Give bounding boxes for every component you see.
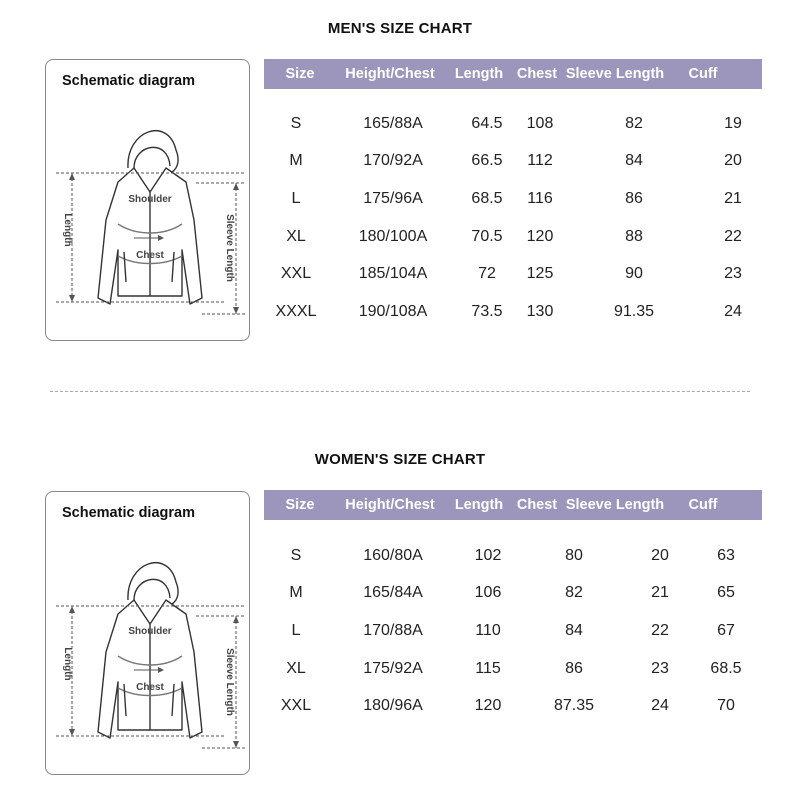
men-table-cell: 175/96A (363, 189, 423, 207)
men-table-cell: 91.35 (613, 302, 655, 320)
men-table-cell: 84 (625, 152, 643, 170)
women-table-cell: 86 (565, 659, 583, 677)
women-header-cell: Sleeve Length (565, 497, 665, 513)
women-sleeve-length-label: Sleeve Length (224, 648, 235, 716)
men-table-cell: 73.5 (471, 302, 503, 320)
men-table-cell: 108 (526, 114, 554, 132)
men-chest-label: Chest (136, 250, 164, 261)
women-table-cell: 87.35 (553, 697, 595, 715)
women-table-cell: 80 (565, 546, 583, 564)
women-header-cell: Height/Chest (345, 497, 435, 513)
table-row (264, 105, 762, 143)
men-table-cell: 66.5 (471, 152, 503, 170)
women-table-cell: 68.5 (710, 659, 742, 677)
men-table-cell: S (290, 114, 302, 132)
women-size-table (264, 490, 762, 725)
men-table-cell: 116 (527, 189, 553, 207)
men-header-cell: Height/Chest (345, 66, 435, 82)
men-table-cell: 82 (625, 114, 643, 132)
table-row (264, 293, 762, 331)
women-table-cell: 82 (565, 584, 583, 602)
men-table-cell: XL (286, 227, 306, 245)
men-table-cell: 72 (478, 265, 496, 283)
women-schematic-diagram (45, 491, 250, 775)
table-row (264, 612, 762, 650)
women-length-label: Length (62, 647, 73, 681)
men-table-cell: 19 (724, 114, 742, 132)
men-table-cell: 170/92A (363, 152, 423, 170)
men-size-table (264, 59, 762, 331)
women-chest-label: Chest (136, 682, 164, 693)
women-table-cell: 160/80A (363, 546, 423, 564)
women-header-cell: Cuff (688, 497, 718, 513)
men-table-cell: 180/100A (358, 227, 428, 245)
women-table-header (264, 490, 762, 520)
table-row (264, 537, 762, 575)
men-table-cell: 22 (724, 227, 742, 245)
women-header-cell: Size (285, 497, 315, 513)
men-table-cell: XXXL (275, 302, 317, 320)
men-table-cell: 20 (724, 152, 742, 170)
women-table-cell: 180/96A (363, 697, 423, 715)
women-table-cell: 84 (565, 621, 583, 639)
women-table-cell: 120 (474, 697, 502, 715)
women-jacket-illustration (46, 492, 251, 776)
table-row (264, 687, 762, 725)
men-table-cell: M (289, 152, 303, 170)
women-table-cell: 23 (651, 659, 669, 677)
women-table-cell: 175/92A (363, 659, 423, 677)
women-table-cell: 65 (717, 584, 735, 602)
men-table-cell: L (291, 189, 301, 207)
men-table-body (264, 89, 762, 331)
women-header-cell: Length (454, 497, 504, 513)
men-table-cell: 64.5 (471, 114, 503, 132)
men-header-cell: Chest (516, 66, 558, 82)
men-header-cell: Size (285, 66, 315, 82)
women-table-body (264, 520, 762, 725)
men-table-cell: 165/88A (363, 114, 423, 132)
women-table-cell: M (289, 584, 303, 602)
women-table-cell: L (291, 621, 301, 639)
table-row (264, 143, 762, 181)
women-table-cell: XL (286, 659, 306, 677)
women-table-cell: 63 (717, 546, 735, 564)
women-table-cell: 24 (651, 697, 669, 715)
men-table-cell: 23 (724, 265, 742, 283)
table-row (264, 255, 762, 293)
women-table-cell: 110 (475, 621, 501, 639)
table-row (264, 218, 762, 256)
men-table-cell: 88 (625, 227, 643, 245)
table-row (264, 575, 762, 613)
men-table-cell: 90 (625, 265, 643, 283)
women-table-cell: 106 (474, 584, 502, 602)
men-table-cell: 112 (527, 152, 553, 170)
men-header-cell: Cuff (688, 66, 718, 82)
women-table-cell: 70 (717, 697, 735, 715)
men-header-cell: Sleeve Length (565, 66, 665, 82)
women-table-cell: 22 (651, 621, 669, 639)
table-row (264, 180, 762, 218)
men-table-cell: 120 (526, 227, 554, 245)
men-length-label: Length (62, 213, 73, 247)
women-header-cell: Chest (516, 497, 558, 513)
men-table-cell: 21 (724, 189, 742, 207)
men-table-cell: 24 (724, 302, 742, 320)
table-row (264, 650, 762, 688)
men-schematic-diagram (45, 59, 250, 341)
women-shoulder-label: Shoulder (128, 626, 172, 637)
men-header-cell: Length (454, 66, 504, 82)
men-table-cell: 185/104A (358, 265, 428, 283)
women-table-cell: 21 (651, 584, 669, 602)
men-jacket-illustration (46, 60, 251, 342)
women-diagram-title: Schematic diagram (62, 505, 195, 521)
men-table-cell: 130 (526, 302, 554, 320)
women-table-cell: XXL (280, 697, 312, 715)
section-divider (50, 391, 750, 392)
men-shoulder-label: Shoulder (128, 194, 172, 205)
men-table-header (264, 59, 762, 89)
men-table-cell: 125 (526, 265, 554, 283)
men-table-cell: 70.5 (471, 227, 503, 245)
women-table-cell: 67 (717, 621, 735, 639)
women-table-cell: 102 (474, 546, 502, 564)
women-table-cell: 165/84A (363, 584, 423, 602)
men-sleeve-length-label: Sleeve Length (224, 214, 235, 282)
men-table-cell: 86 (625, 189, 643, 207)
women-chart-title: WOMEN'S SIZE CHART (314, 451, 486, 468)
women-table-cell: 115 (475, 659, 501, 677)
women-table-cell: 20 (651, 546, 669, 564)
men-diagram-title: Schematic diagram (62, 73, 195, 89)
women-table-cell: 170/88A (363, 621, 423, 639)
women-table-cell: S (290, 546, 302, 564)
men-table-cell: 68.5 (471, 189, 503, 207)
men-chart-title: MEN'S SIZE CHART (327, 20, 473, 37)
men-table-cell: 190/108A (358, 302, 428, 320)
men-table-cell: XXL (280, 265, 312, 283)
